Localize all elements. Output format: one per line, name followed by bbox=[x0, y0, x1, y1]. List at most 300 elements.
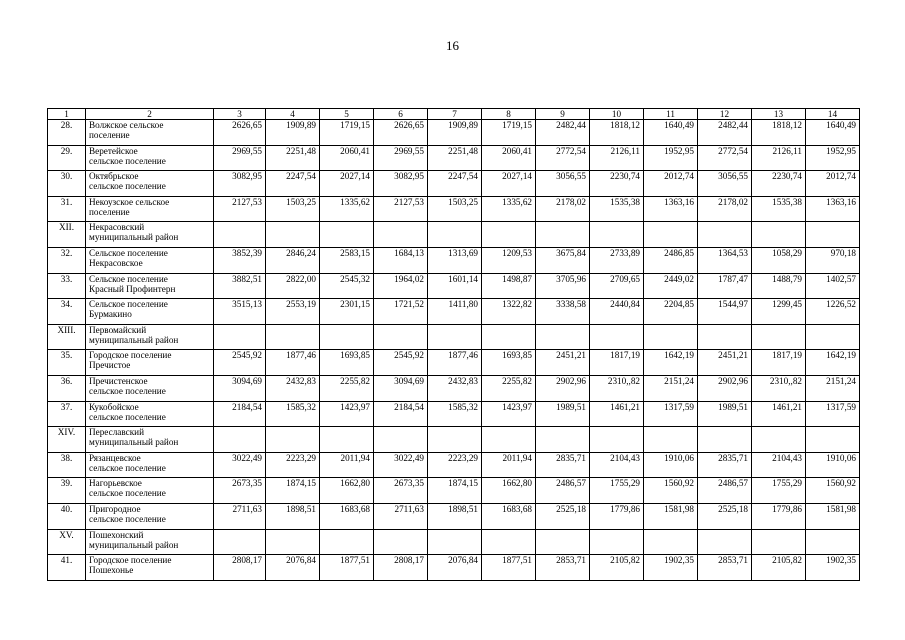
settlement-name-line: муниципальный район bbox=[89, 334, 179, 345]
value-cell bbox=[644, 529, 698, 555]
value-cell bbox=[698, 427, 752, 453]
table-row bbox=[48, 529, 860, 555]
value-cell: 1209,53 bbox=[482, 247, 536, 273]
table-header bbox=[48, 109, 860, 120]
value-cell: 2432,83 bbox=[428, 375, 482, 401]
value-cell: 2626,65 bbox=[214, 120, 266, 146]
value-cell: 2178,02 bbox=[536, 196, 590, 222]
row-number: 31. bbox=[48, 196, 86, 222]
row-number: 41. bbox=[48, 555, 86, 581]
tariff-table bbox=[47, 108, 860, 581]
value-cell: 1693,85 bbox=[482, 350, 536, 376]
value-cell: 2553,19 bbox=[266, 299, 320, 325]
value-cell: 1535,38 bbox=[590, 196, 644, 222]
value-cell bbox=[374, 222, 428, 248]
value-cell bbox=[752, 529, 806, 555]
value-cell bbox=[590, 222, 644, 248]
value-cell: 1910,06 bbox=[644, 452, 698, 478]
value-cell: 1363,16 bbox=[644, 196, 698, 222]
value-cell: 1909,89 bbox=[266, 120, 320, 146]
table-row bbox=[48, 401, 860, 427]
row-number: XIII. bbox=[48, 324, 86, 350]
value-cell: 1642,19 bbox=[806, 350, 860, 376]
settlement-name-line: Пошехонье bbox=[89, 565, 134, 576]
value-cell: 2711,63 bbox=[374, 503, 428, 529]
settlement-name-line: Некрасовское bbox=[89, 257, 143, 268]
value-cell bbox=[698, 222, 752, 248]
value-cell: 1058,29 bbox=[752, 247, 806, 273]
value-cell: 1818,12 bbox=[590, 120, 644, 146]
value-cell: 1503,25 bbox=[266, 196, 320, 222]
value-cell bbox=[320, 222, 374, 248]
value-cell bbox=[320, 529, 374, 555]
value-cell: 2486,57 bbox=[536, 478, 590, 504]
value-cell bbox=[214, 529, 266, 555]
value-cell: 1585,32 bbox=[266, 401, 320, 427]
value-cell: 1581,98 bbox=[644, 503, 698, 529]
value-cell: 2482,44 bbox=[536, 120, 590, 146]
settlement-name-line: Нагорьевское bbox=[89, 478, 142, 489]
header-row bbox=[48, 109, 860, 120]
value-cell: 2104,43 bbox=[752, 452, 806, 478]
column-header: 8 bbox=[482, 109, 536, 120]
value-cell: 2853,71 bbox=[698, 555, 752, 581]
value-cell: 1817,19 bbox=[752, 350, 806, 376]
row-number: 30. bbox=[48, 171, 86, 197]
table-body bbox=[48, 120, 860, 581]
value-cell: 2027,14 bbox=[320, 171, 374, 197]
value-cell: 1411,80 bbox=[428, 299, 482, 325]
value-cell bbox=[536, 529, 590, 555]
value-cell: 1952,95 bbox=[806, 145, 860, 171]
value-cell: 2902,96 bbox=[698, 375, 752, 401]
value-cell: 1898,51 bbox=[428, 503, 482, 529]
value-cell: 1226,52 bbox=[806, 299, 860, 325]
settlement-name bbox=[86, 145, 214, 171]
table-row bbox=[48, 452, 860, 478]
value-cell: 2440,84 bbox=[590, 299, 644, 325]
value-cell: 1779,86 bbox=[752, 503, 806, 529]
column-header: 10 bbox=[590, 109, 644, 120]
value-cell: 1423,97 bbox=[320, 401, 374, 427]
value-cell: 1313,69 bbox=[428, 247, 482, 273]
value-cell: 3056,55 bbox=[698, 171, 752, 197]
value-cell: 2545,92 bbox=[374, 350, 428, 376]
settlement-name bbox=[86, 324, 214, 350]
table-row bbox=[48, 427, 860, 453]
settlement-name-line: Пригородное bbox=[89, 503, 141, 514]
settlement-name-line: Городское поселение bbox=[89, 555, 172, 566]
column-header: 11 bbox=[644, 109, 698, 120]
value-cell: 2853,71 bbox=[536, 555, 590, 581]
row-number: 36. bbox=[48, 375, 86, 401]
value-cell: 2451,21 bbox=[536, 350, 590, 376]
settlement-name bbox=[86, 120, 214, 146]
table-row bbox=[48, 555, 860, 581]
value-cell bbox=[806, 427, 860, 453]
column-header: 2 bbox=[86, 109, 214, 120]
value-cell: 2835,71 bbox=[536, 452, 590, 478]
value-cell: 1755,29 bbox=[752, 478, 806, 504]
row-number: 40. bbox=[48, 503, 86, 529]
value-cell: 1874,15 bbox=[428, 478, 482, 504]
value-cell: 1787,47 bbox=[698, 273, 752, 299]
row-number: 33. bbox=[48, 273, 86, 299]
settlement-name-line: Сельское поселение bbox=[89, 247, 168, 258]
value-cell: 2011,94 bbox=[320, 452, 374, 478]
value-cell: 2076,84 bbox=[428, 555, 482, 581]
value-cell: 3705,96 bbox=[536, 273, 590, 299]
value-cell: 2808,17 bbox=[214, 555, 266, 581]
settlement-name-line: муниципальный район bbox=[89, 539, 179, 550]
value-cell: 1684,13 bbox=[374, 247, 428, 273]
settlement-name bbox=[86, 299, 214, 325]
value-cell: 2223,29 bbox=[428, 452, 482, 478]
value-cell: 1779,86 bbox=[590, 503, 644, 529]
column-header: 14 bbox=[806, 109, 860, 120]
value-cell: 1662,80 bbox=[482, 478, 536, 504]
value-cell: 2247,54 bbox=[266, 171, 320, 197]
value-cell: 1818,12 bbox=[752, 120, 806, 146]
value-cell: 2711,63 bbox=[214, 503, 266, 529]
value-cell: 1640,49 bbox=[644, 120, 698, 146]
settlement-name-line: сельское поселение bbox=[89, 513, 166, 524]
table-row bbox=[48, 145, 860, 171]
settlement-name-line: Сельское поселение bbox=[89, 299, 168, 310]
value-cell: 1902,35 bbox=[644, 555, 698, 581]
column-header: 4 bbox=[266, 109, 320, 120]
value-cell: 2772,54 bbox=[536, 145, 590, 171]
value-cell: 2301,15 bbox=[320, 299, 374, 325]
value-cell: 3675,84 bbox=[536, 247, 590, 273]
value-cell: 1585,32 bbox=[428, 401, 482, 427]
value-cell bbox=[536, 324, 590, 350]
value-cell: 1721,52 bbox=[374, 299, 428, 325]
settlement-name-line: муниципальный район bbox=[89, 232, 179, 243]
table-row bbox=[48, 120, 860, 146]
settlement-name-line: Переславский bbox=[89, 427, 145, 438]
settlement-name-line: Веретейское bbox=[89, 145, 138, 156]
value-cell: 3882,51 bbox=[214, 273, 266, 299]
settlement-name-line: поселение bbox=[89, 130, 130, 140]
value-cell: 2204,85 bbox=[644, 299, 698, 325]
value-cell bbox=[590, 324, 644, 350]
column-header: 6 bbox=[374, 109, 428, 120]
settlement-name bbox=[86, 247, 214, 273]
value-cell: 3094,69 bbox=[374, 375, 428, 401]
value-cell: 1683,68 bbox=[482, 503, 536, 529]
page-number: 16 bbox=[446, 38, 459, 53]
table-row bbox=[48, 503, 860, 529]
settlement-name bbox=[86, 375, 214, 401]
settlement-name bbox=[86, 427, 214, 453]
table-row bbox=[48, 324, 860, 350]
settlement-name-line: Пречистенское bbox=[89, 375, 148, 386]
value-cell: 2310,,82 bbox=[590, 375, 644, 401]
settlement-name-line: сельское поселение bbox=[89, 488, 166, 499]
table-row bbox=[48, 247, 860, 273]
value-cell bbox=[374, 324, 428, 350]
value-cell bbox=[536, 222, 590, 248]
column-header: 7 bbox=[428, 109, 482, 120]
value-cell bbox=[266, 529, 320, 555]
value-cell bbox=[482, 324, 536, 350]
value-cell bbox=[644, 222, 698, 248]
value-cell: 2178,02 bbox=[698, 196, 752, 222]
value-cell bbox=[752, 324, 806, 350]
value-cell: 2846,24 bbox=[266, 247, 320, 273]
value-cell: 1461,21 bbox=[590, 401, 644, 427]
value-cell: 1693,85 bbox=[320, 350, 374, 376]
value-cell: 2230,74 bbox=[590, 171, 644, 197]
value-cell: 2012,74 bbox=[644, 171, 698, 197]
value-cell: 3082,95 bbox=[374, 171, 428, 197]
value-cell: 2583,15 bbox=[320, 247, 374, 273]
value-cell: 2027,14 bbox=[482, 171, 536, 197]
row-number: 32. bbox=[48, 247, 86, 273]
value-cell: 1642,19 bbox=[644, 350, 698, 376]
column-header: 1 bbox=[48, 109, 86, 120]
value-cell: 2060,41 bbox=[482, 145, 536, 171]
value-cell: 1423,97 bbox=[482, 401, 536, 427]
value-cell: 1877,51 bbox=[482, 555, 536, 581]
value-cell bbox=[698, 529, 752, 555]
value-cell: 2545,92 bbox=[214, 350, 266, 376]
value-cell: 1601,14 bbox=[428, 273, 482, 299]
settlement-name-line: сельское поселение bbox=[89, 411, 166, 422]
value-cell: 2673,35 bbox=[214, 478, 266, 504]
value-cell: 1877,46 bbox=[428, 350, 482, 376]
settlement-name-line: сельское поселение bbox=[89, 155, 166, 166]
row-number: XIV. bbox=[48, 427, 86, 453]
value-cell: 1335,62 bbox=[320, 196, 374, 222]
value-cell: 1544,97 bbox=[698, 299, 752, 325]
value-cell bbox=[752, 427, 806, 453]
value-cell: 2486,85 bbox=[644, 247, 698, 273]
row-number: 34. bbox=[48, 299, 86, 325]
settlement-name-line: сельское поселение bbox=[89, 385, 166, 396]
value-cell: 1581,98 bbox=[806, 503, 860, 529]
value-cell: 2902,96 bbox=[536, 375, 590, 401]
value-cell bbox=[428, 529, 482, 555]
value-cell bbox=[806, 222, 860, 248]
value-cell: 1989,51 bbox=[698, 401, 752, 427]
value-cell bbox=[590, 529, 644, 555]
value-cell bbox=[266, 427, 320, 453]
value-cell bbox=[320, 427, 374, 453]
value-cell: 3056,55 bbox=[536, 171, 590, 197]
settlement-name-line: Первомайский bbox=[89, 324, 147, 335]
value-cell bbox=[806, 529, 860, 555]
settlement-name bbox=[86, 273, 214, 299]
value-cell bbox=[428, 427, 482, 453]
settlement-name bbox=[86, 529, 214, 555]
value-cell: 2251,48 bbox=[266, 145, 320, 171]
value-cell: 2151,24 bbox=[644, 375, 698, 401]
value-cell: 1461,21 bbox=[752, 401, 806, 427]
value-cell bbox=[482, 427, 536, 453]
settlement-name-line: Городское поселение bbox=[89, 350, 172, 361]
value-cell: 2451,21 bbox=[698, 350, 752, 376]
value-cell: 1335,62 bbox=[482, 196, 536, 222]
settlement-name bbox=[86, 452, 214, 478]
column-header: 5 bbox=[320, 109, 374, 120]
row-number: 38. bbox=[48, 452, 86, 478]
column-header: 9 bbox=[536, 109, 590, 120]
value-cell: 1535,38 bbox=[752, 196, 806, 222]
value-cell: 2126,11 bbox=[752, 145, 806, 171]
value-cell: 2255,82 bbox=[482, 375, 536, 401]
value-cell bbox=[644, 324, 698, 350]
table-row bbox=[48, 273, 860, 299]
value-cell: 2733,89 bbox=[590, 247, 644, 273]
settlement-name bbox=[86, 171, 214, 197]
value-cell: 2673,35 bbox=[374, 478, 428, 504]
value-cell: 2835,71 bbox=[698, 452, 752, 478]
column-header: 13 bbox=[752, 109, 806, 120]
value-cell bbox=[266, 222, 320, 248]
settlement-name-line: Октябрьское bbox=[89, 171, 139, 182]
value-cell: 1989,51 bbox=[536, 401, 590, 427]
value-cell: 2184,54 bbox=[214, 401, 266, 427]
settlement-name-line: Некоузское сельское bbox=[89, 196, 170, 207]
settlement-name-line: Красный Профинтерн bbox=[89, 283, 176, 294]
settlement-name bbox=[86, 222, 214, 248]
value-cell: 2151,24 bbox=[806, 375, 860, 401]
settlement-name bbox=[86, 478, 214, 504]
settlement-name bbox=[86, 350, 214, 376]
value-cell: 2545,32 bbox=[320, 273, 374, 299]
value-cell: 3515,13 bbox=[214, 299, 266, 325]
value-cell: 2076,84 bbox=[266, 555, 320, 581]
value-cell: 2060,41 bbox=[320, 145, 374, 171]
value-cell bbox=[214, 427, 266, 453]
table-row bbox=[48, 299, 860, 325]
value-cell bbox=[590, 427, 644, 453]
table-row bbox=[48, 375, 860, 401]
value-cell: 1503,25 bbox=[428, 196, 482, 222]
table-row bbox=[48, 196, 860, 222]
value-cell: 1877,51 bbox=[320, 555, 374, 581]
table-row bbox=[48, 350, 860, 376]
value-cell bbox=[374, 529, 428, 555]
value-cell bbox=[752, 222, 806, 248]
row-number: XII. bbox=[48, 222, 86, 248]
value-cell: 1874,15 bbox=[266, 478, 320, 504]
value-cell: 1902,35 bbox=[806, 555, 860, 581]
row-number: 35. bbox=[48, 350, 86, 376]
settlement-name bbox=[86, 196, 214, 222]
value-cell bbox=[644, 427, 698, 453]
value-cell: 1719,15 bbox=[320, 120, 374, 146]
value-cell: 1719,15 bbox=[482, 120, 536, 146]
value-cell: 2184,54 bbox=[374, 401, 428, 427]
value-cell: 2969,55 bbox=[214, 145, 266, 171]
value-cell: 1877,46 bbox=[266, 350, 320, 376]
value-cell: 2105,82 bbox=[752, 555, 806, 581]
value-cell: 2127,53 bbox=[374, 196, 428, 222]
value-cell: 2127,53 bbox=[214, 196, 266, 222]
value-cell: 1299,45 bbox=[752, 299, 806, 325]
value-cell: 2772,54 bbox=[698, 145, 752, 171]
value-cell bbox=[536, 427, 590, 453]
settlement-name-line: Пошехонский bbox=[89, 529, 144, 540]
value-cell: 2432,83 bbox=[266, 375, 320, 401]
value-cell: 1964,02 bbox=[374, 273, 428, 299]
value-cell: 3022,49 bbox=[374, 452, 428, 478]
value-cell bbox=[698, 324, 752, 350]
value-cell: 1402,57 bbox=[806, 273, 860, 299]
value-cell: 2525,18 bbox=[698, 503, 752, 529]
table-row bbox=[48, 478, 860, 504]
row-number: 29. bbox=[48, 145, 86, 171]
value-cell: 2486,57 bbox=[698, 478, 752, 504]
value-cell: 1817,19 bbox=[590, 350, 644, 376]
value-cell: 2104,43 bbox=[590, 452, 644, 478]
value-cell bbox=[482, 529, 536, 555]
settlement-name-line: Некрасовский bbox=[89, 222, 145, 233]
value-cell: 3852,39 bbox=[214, 247, 266, 273]
settlement-name-line: муниципальный район bbox=[89, 437, 179, 448]
value-cell: 3094,69 bbox=[214, 375, 266, 401]
value-cell: 2012,74 bbox=[806, 171, 860, 197]
value-cell: 1364,53 bbox=[698, 247, 752, 273]
value-cell: 2822,00 bbox=[266, 273, 320, 299]
settlement-name-line: сельское поселение bbox=[89, 181, 166, 192]
value-cell: 1683,68 bbox=[320, 503, 374, 529]
value-cell: 2808,17 bbox=[374, 555, 428, 581]
value-cell: 1640,49 bbox=[806, 120, 860, 146]
settlement-name-line: Бурмакино bbox=[89, 309, 132, 320]
value-cell: 2223,29 bbox=[266, 452, 320, 478]
value-cell: 1322,82 bbox=[482, 299, 536, 325]
settlement-name bbox=[86, 401, 214, 427]
value-cell: 2230,74 bbox=[752, 171, 806, 197]
value-cell bbox=[806, 324, 860, 350]
value-cell: 1560,92 bbox=[644, 478, 698, 504]
value-cell: 3082,95 bbox=[214, 171, 266, 197]
settlement-name-line: Волжское сельское bbox=[89, 120, 164, 130]
value-cell: 1317,59 bbox=[644, 401, 698, 427]
table-row bbox=[48, 222, 860, 248]
row-number: 37. bbox=[48, 401, 86, 427]
row-number: 28. bbox=[48, 120, 86, 146]
value-cell: 1898,51 bbox=[266, 503, 320, 529]
column-header: 12 bbox=[698, 109, 752, 120]
settlement-name bbox=[86, 503, 214, 529]
value-cell: 1488,79 bbox=[752, 273, 806, 299]
value-cell: 3338,58 bbox=[536, 299, 590, 325]
value-cell: 970,18 bbox=[806, 247, 860, 273]
value-cell bbox=[266, 324, 320, 350]
value-cell bbox=[482, 222, 536, 248]
value-cell: 2251,48 bbox=[428, 145, 482, 171]
value-cell: 1498,87 bbox=[482, 273, 536, 299]
value-cell: 2126,11 bbox=[590, 145, 644, 171]
value-cell: 1952,95 bbox=[644, 145, 698, 171]
settlement-name-line: Рязанцевское bbox=[89, 452, 141, 463]
value-cell bbox=[320, 324, 374, 350]
row-number: XV. bbox=[48, 529, 86, 555]
value-cell bbox=[428, 222, 482, 248]
value-cell: 1910,06 bbox=[806, 452, 860, 478]
row-number: 39. bbox=[48, 478, 86, 504]
settlement-name-line: Пречистое bbox=[89, 360, 131, 371]
value-cell bbox=[214, 324, 266, 350]
value-cell: 2310,,82 bbox=[752, 375, 806, 401]
value-cell: 2247,54 bbox=[428, 171, 482, 197]
value-cell bbox=[374, 427, 428, 453]
